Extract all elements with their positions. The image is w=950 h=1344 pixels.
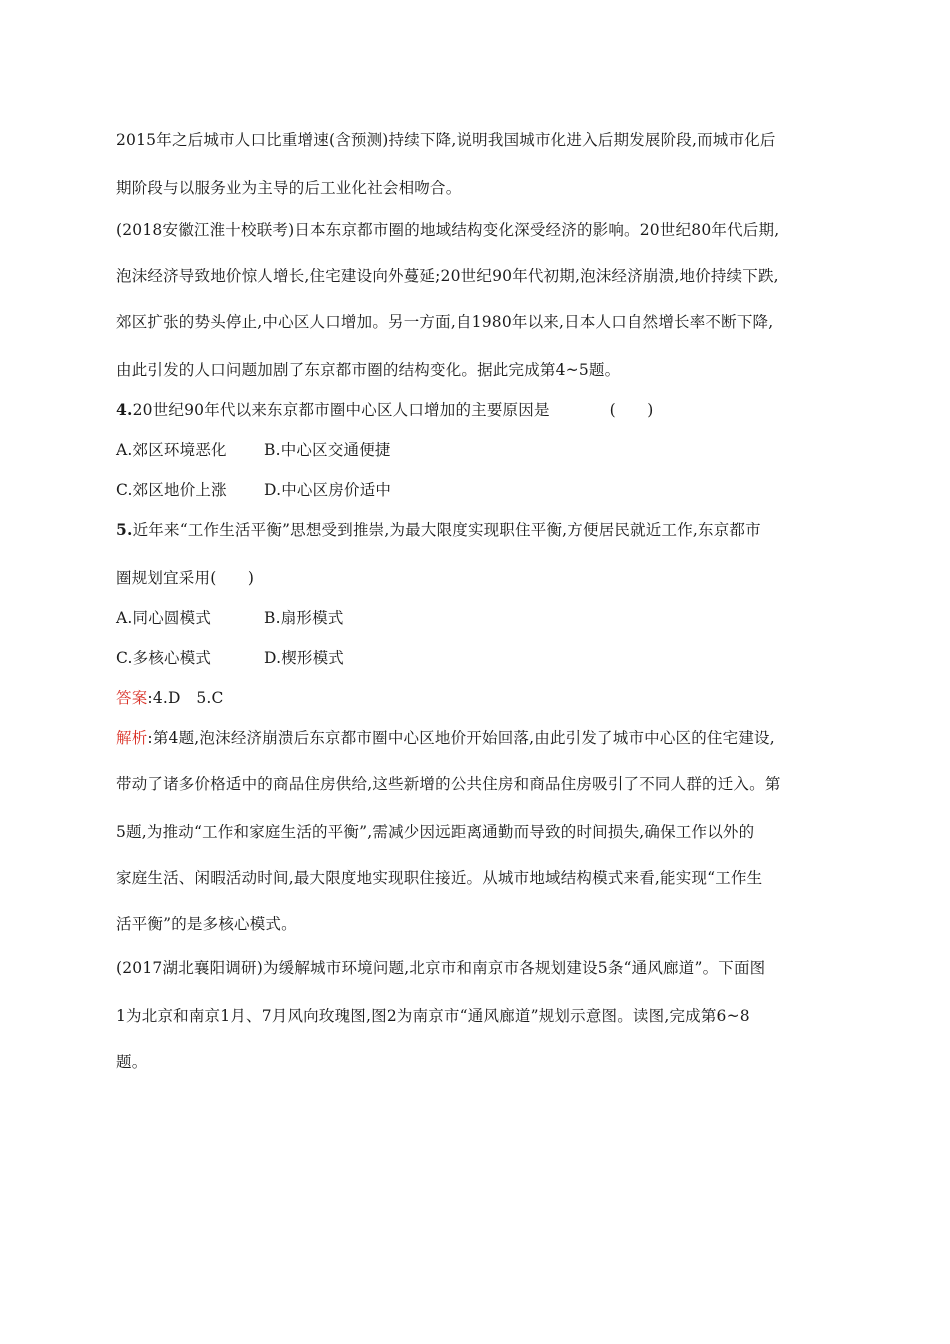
question-5-options-row1 — [116, 608, 344, 628]
question-4-options-row1 — [116, 440, 391, 460]
question-5-options-row2 — [116, 648, 344, 668]
analysis-line4: 家庭生活、闲暇活动时间,最大限度地实现职住接近。从城市地域结构模式来看,能实现“工作生 — [116, 869, 763, 887]
analysis-line2: 带动了诸多价格适中的商品住房供给,这些新增的公共住房和商品住房吸引了不同人群的迁入。第 — [116, 775, 781, 793]
question-5-text: 近年来“工作生活平衡”思想受到推崇,为最大限度实现职住平衡,方便居民就近工作,东京都市 — [132, 521, 761, 539]
analysis-line3: 5题,为推动“工作和家庭生活的平衡”,需减少因远距离通勤而导致的时间损失,确保工作以外的 — [116, 823, 755, 841]
question-5-option-a: A.同心圆模式 — [116, 609, 212, 627]
passage3-line2: 1为北京和南京1月、7月风向玫瑰图,图2为南京市“通风廊道”规划示意图。读图,完成第6~8 — [116, 1007, 750, 1025]
answer-line — [116, 688, 224, 708]
question-4-number: 4. — [116, 400, 133, 419]
question-4-answer-blank: ( ) — [609, 401, 654, 419]
analysis-label: 解析 — [116, 729, 148, 747]
passage1-line2: 期阶段与以服务业为主导的后工业化社会相吻合。 — [116, 179, 462, 197]
passage2-line4: 由此引发的人口问题加剧了东京都市圈的结构变化。据此完成第4~5题。 — [116, 361, 621, 379]
passage3-line3: 题。 — [116, 1053, 148, 1071]
question-5-number: 5. — [116, 520, 133, 539]
question-4-option-b: B.中心区交通便捷 — [264, 441, 391, 459]
question-5-line1 — [116, 520, 761, 540]
answer-label: 答案 — [116, 689, 148, 707]
question-4-option-d: D.中心区房价适中 — [264, 481, 392, 499]
analysis-line5: 活平衡”的是多核心模式。 — [116, 915, 297, 933]
question-5-option-b: B.扇形模式 — [264, 609, 344, 627]
answer-text: :4.D 5.C — [147, 689, 224, 707]
question-4-text: 20世纪90年代以来东京都市圈中心区人口增加的主要原因是 — [132, 401, 550, 419]
question-5-option-d: D.楔形模式 — [264, 649, 345, 667]
question-4 — [116, 400, 654, 420]
passage2-line2: 泡沫经济导致地价惊人增长,住宅建设向外蔓延;20世纪90年代初期,泡沫经济崩溃,地价持续下跌, — [116, 267, 779, 285]
analysis-text-1: :第4题,泡沫经济崩溃后东京都市圈中心区地价开始回落,由此引发了城市中心区的住宅建设, — [147, 729, 775, 747]
question-5-line2: 圈规划宜采用( ) — [116, 569, 255, 587]
passage2-line3: 郊区扩张的势头停止,中心区人口增加。另一方面,自1980年以来,日本人口自然增长率不断下降, — [116, 313, 774, 331]
question-4-option-c: C.郊区地价上涨 — [116, 481, 227, 499]
passage3-line1: (2017湖北襄阳调研)为缓解城市环境问题,北京市和南京市各规划建设5条“通风廊道”。下面图 — [116, 959, 766, 977]
passage1-line1: 2015年之后城市人口比重增速(含预测)持续下降,说明我国城市化进入后期发展阶段,而城市化后 — [116, 131, 776, 149]
analysis-line1 — [116, 728, 775, 748]
question-4-option-a: A.郊区环境恶化 — [116, 441, 227, 459]
passage2-line1: (2018安徽江淮十校联考)日本东京都市圈的地域结构变化深受经济的影响。20世纪80年代后期, — [116, 221, 780, 239]
question-5-option-c: C.多核心模式 — [116, 649, 212, 667]
question-4-options-row2 — [116, 480, 391, 500]
